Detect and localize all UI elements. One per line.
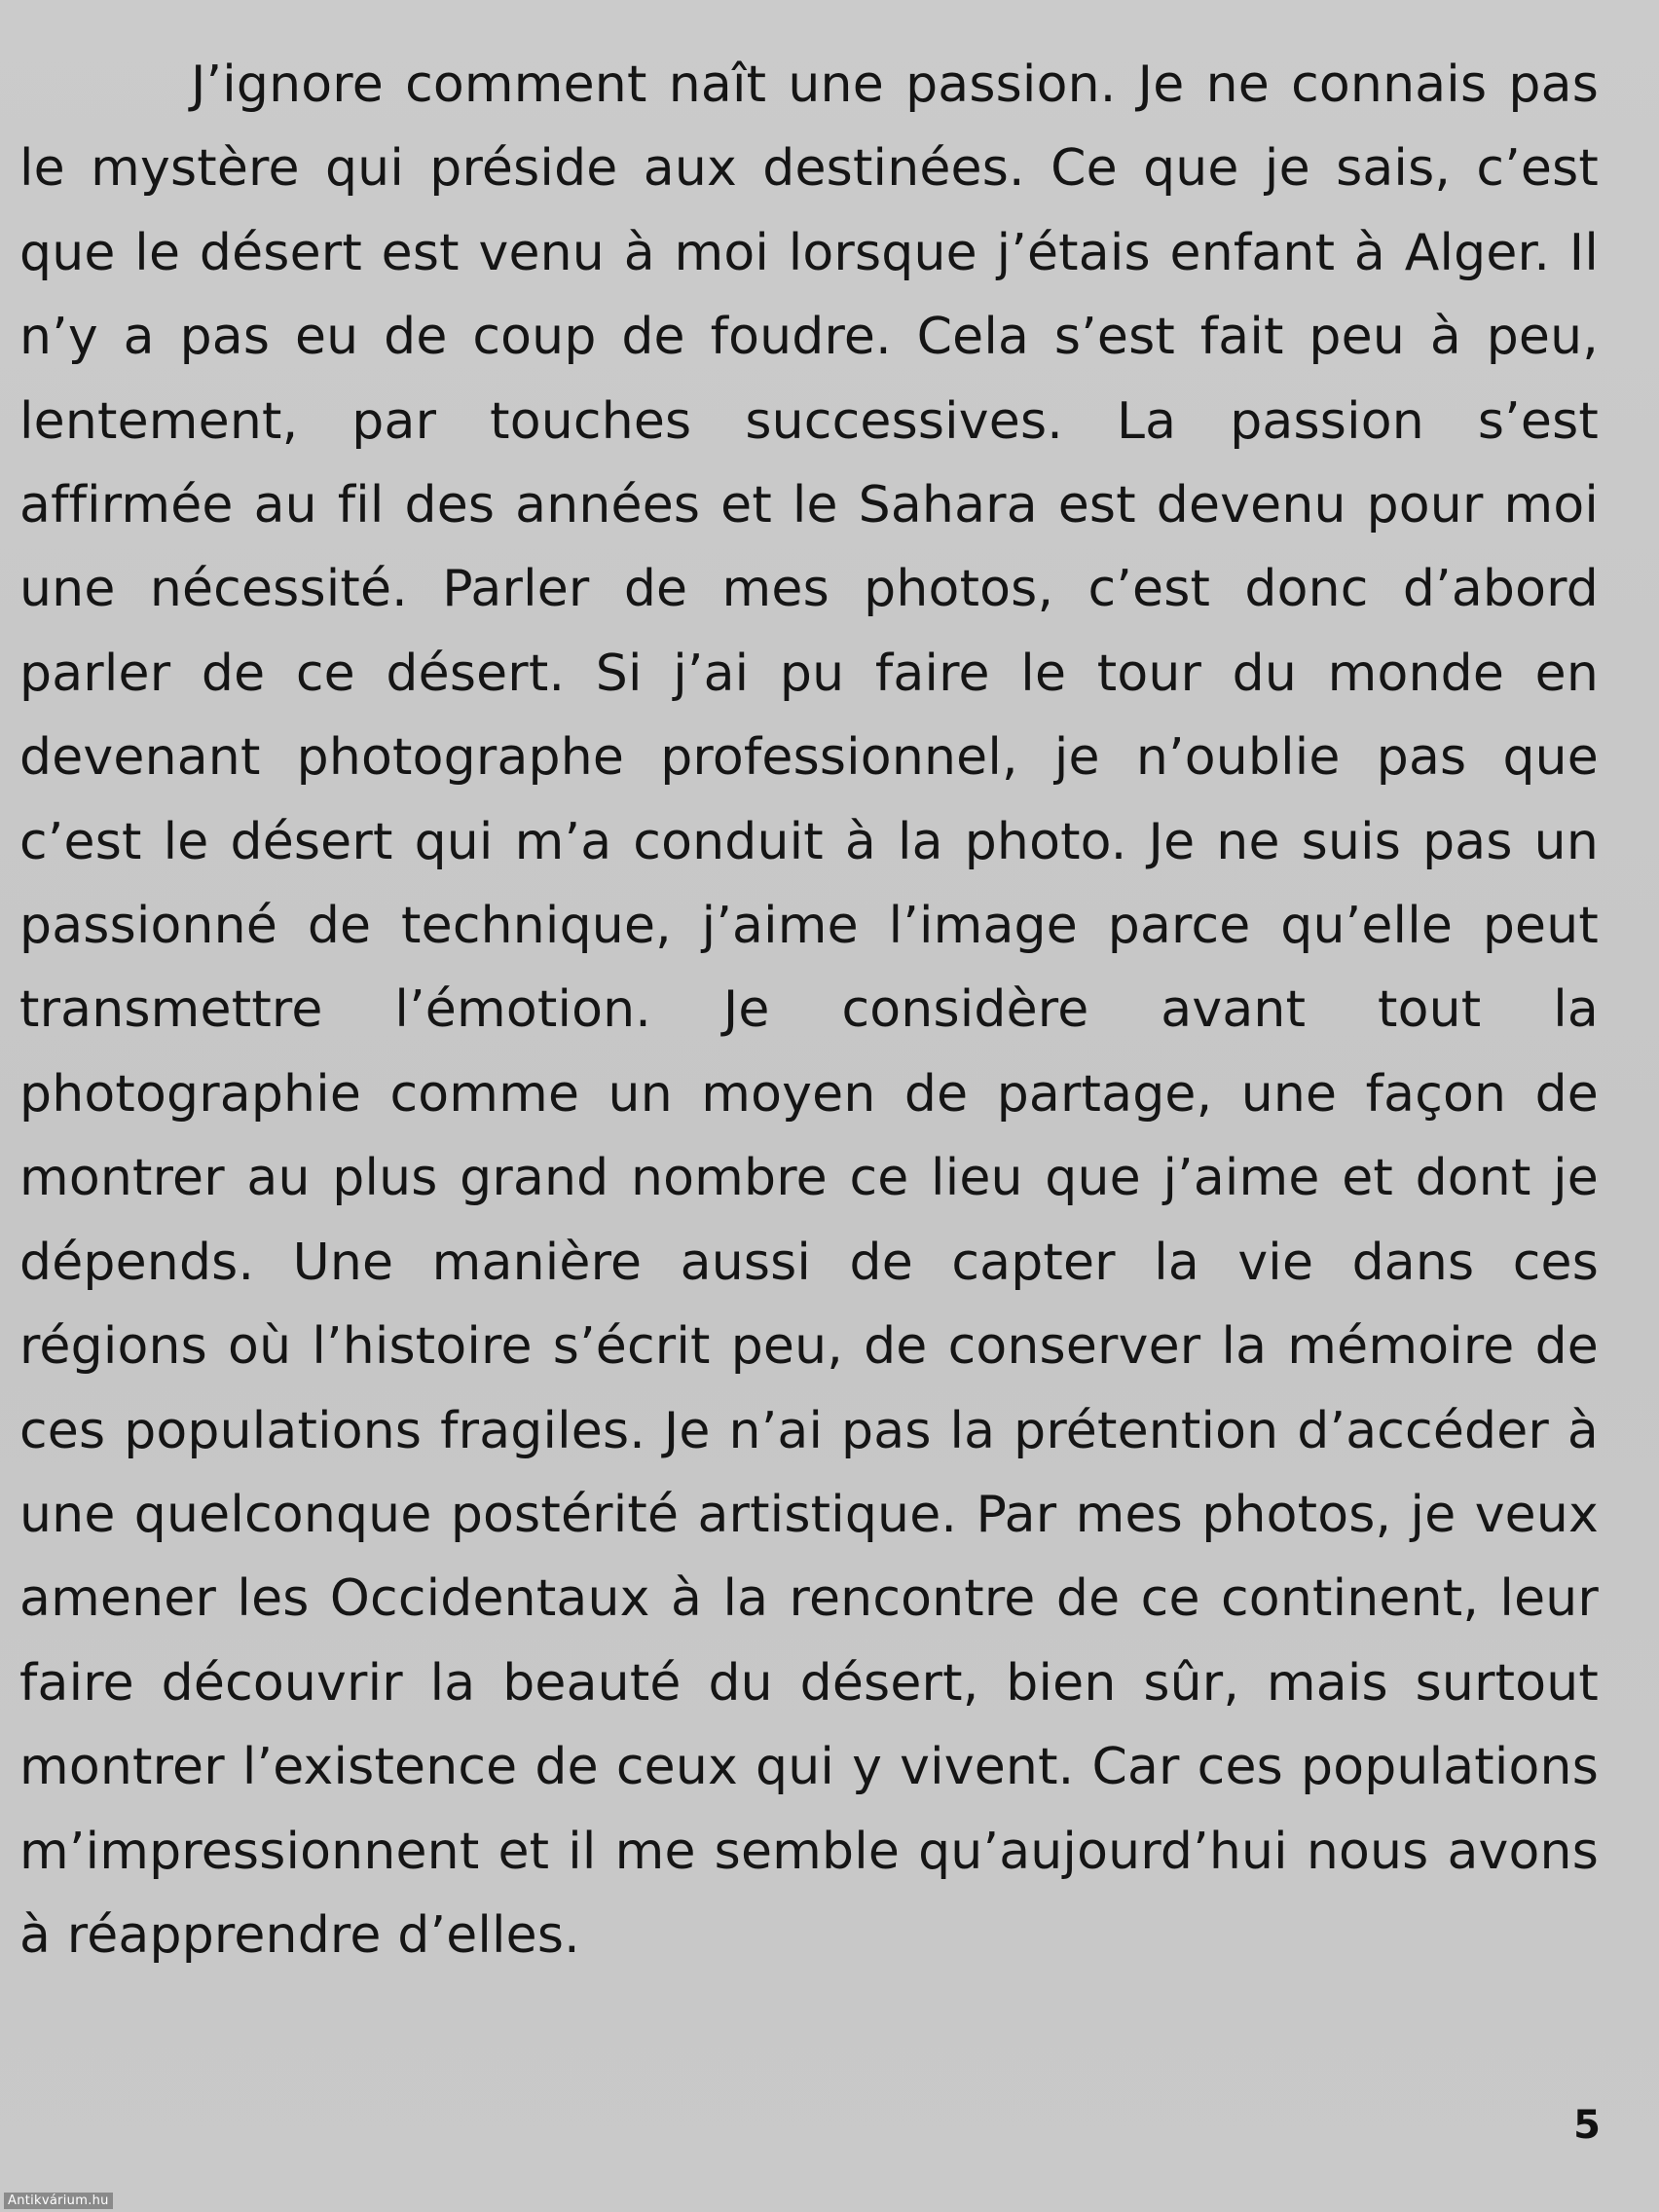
watermark: Antikvárium.hu [4, 2193, 113, 2209]
page-number: 5 [1573, 2103, 1601, 2148]
body-paragraph: J’ignore comment naît une passion. Je ne connais pas le mystère qui préside aux destinées. Ce que je sais, c’est que le désert est venu à moi lorsque j’étais enfant à Alger. Il n’y a pas eu de coup de foudre. Cela s’est fait peu à peu, lentement, par touches successives. La passion s’est affirmée au fil des années et le Sahara est devenu pour moi une nécessité. Parler de mes photos, c’est donc d’abord parler de ce désert. Si j’ai pu faire le tour du monde en devenant photographe professionnel, je n’oublie pas que c’est le désert qui m’a conduit à la photo. Je ne suis pas un passionné de technique, j’aime l’image parce qu’elle peut transmettre l’émotion. Je considère avant tout la photographie comme un moyen de partage, une façon de montrer au plus grand nombre ce lieu que j’aime et dont je dépends. Une manière aussi de capter la vie dans ces régions où l’histoire s’écrit peu, de conserver la mémoire de ces populations fragiles. Je n’ai pas la prétention d’accéder à une quelconque postérité artistique. Par mes photos, je veux amener les Occidentaux à la rencontre de ce continent, leur faire découvrir la beauté du désert, bien sûr, mais surtout montrer l’existence de ceux qui y vivent. Car ces populations m’impressionnent et il me semble qu’aujourd’hui nous avons à réapprendre d’elles. [19, 55, 1599, 1965]
